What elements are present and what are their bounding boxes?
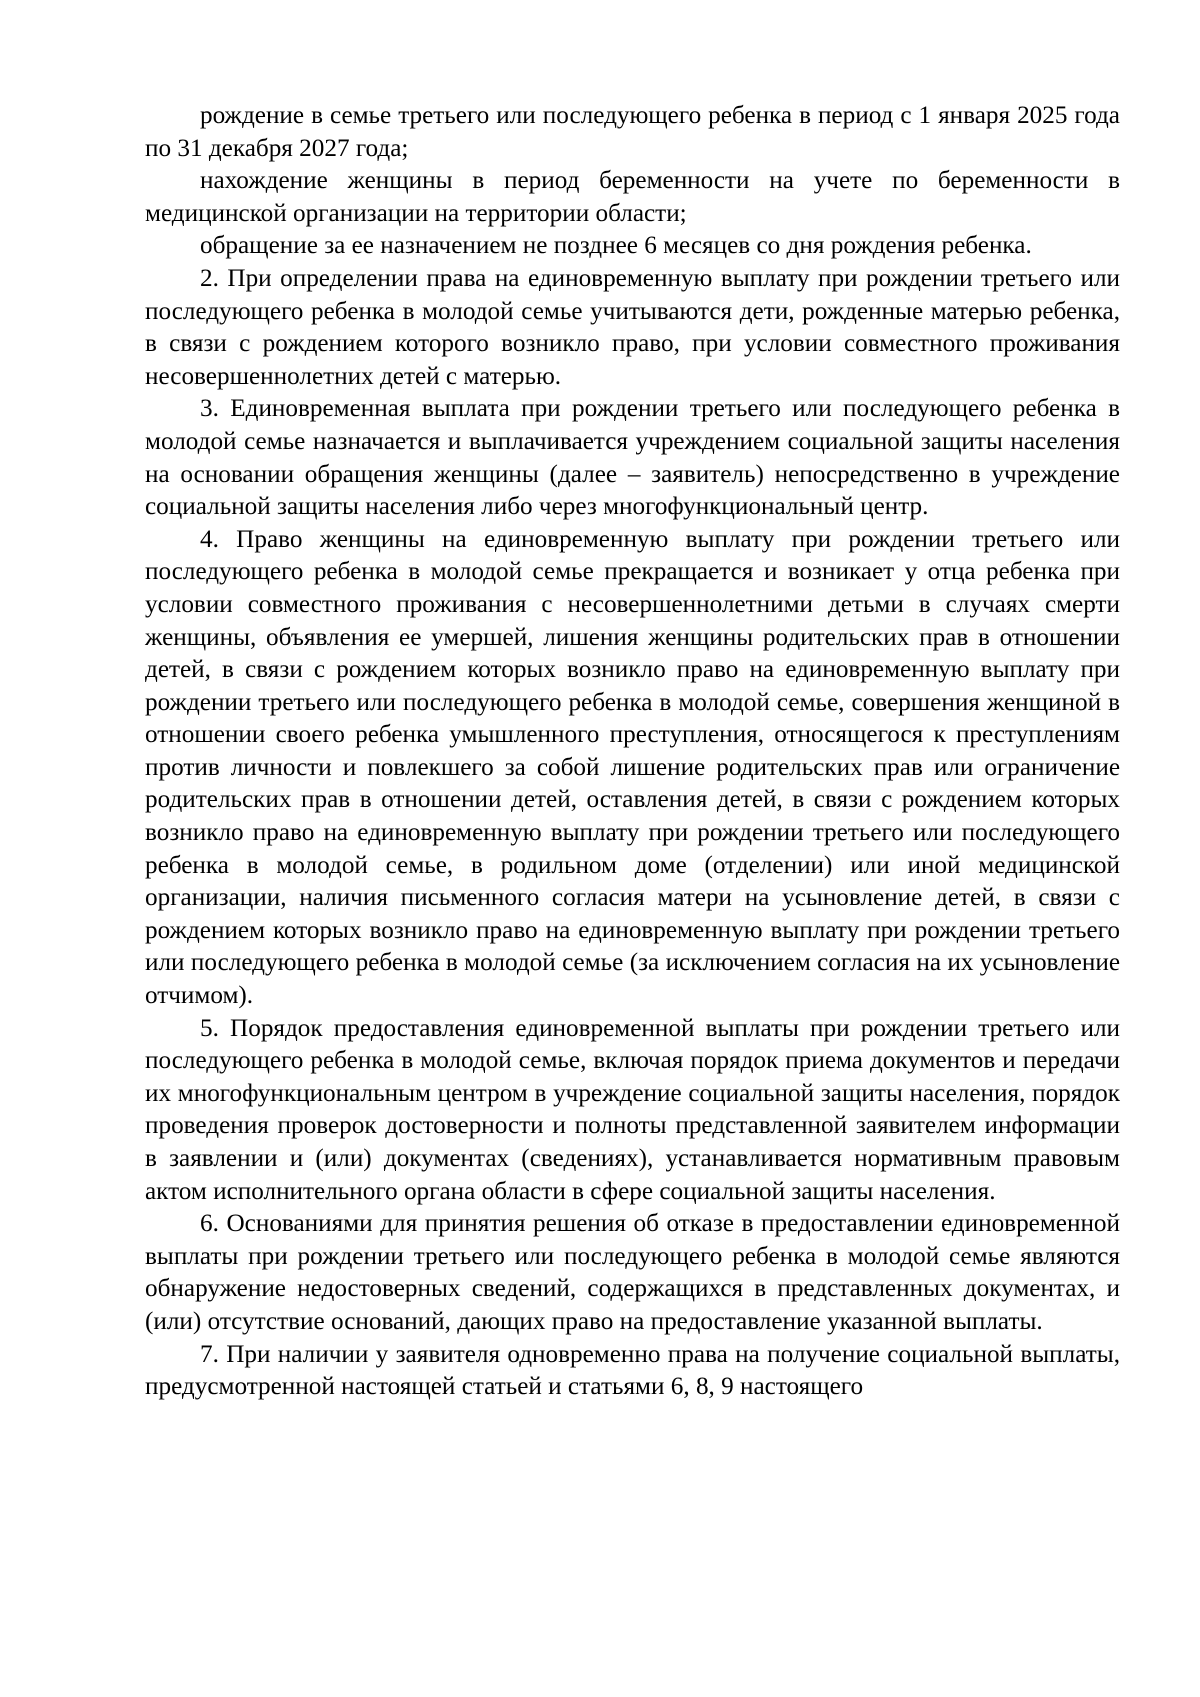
paragraph-condition-birth: рождение в семье третьего или последующего ребенка в период с 1 января 2025 года по 31 декабря 2027 года; (145, 102, 1120, 162)
paragraph-clause-5: 5. Порядок предоставления единовременной выплаты при рождении третьего или последующего ребенка в молодой семье, включая порядок приема документов и передачи их многофункциональным центром в учреждение социальной защиты населения, порядок проведения проверок достоверности и полноты представленной заявителем информации в заявлении и (или) документах (сведениях), устанавливается нормативным правовым актом исполнительного органа области в сфере социальной защиты населения. (145, 1014, 1120, 1205)
paragraph-clause-3: 3. Единовременная выплата при рождении третьего или последующего ребенка в молодой семье назначается и выплачивается учреждением социальной защиты населения на основании обращения женщины (далее – заявитель) непосредственно в учреждение социальной защиты населения либо через многофункциональный центр. (145, 395, 1120, 521)
document-body (145, 100, 1120, 1404)
paragraph-clause-7: 7. При наличии у заявителя одновременно права на получение социальной выплаты, предусмотренной настоящей статьей и статьями 6, 8, 9 настоящего (145, 1340, 1120, 1401)
paragraph-clause-4: 4. Право женщины на единовременную выплату при рождении третьего или последующего ребенка в молодой семье прекращается и возникает у отца ребенка при условии совместного проживания с несовершеннолетними детьми в случаях смерти женщины, объявления ее умершей, лишения женщины родительских прав в отношении детей, в связи с рождением которых возникло право на единовременную выплату при рождении третьего или последующего ребенка в молодой семье, совершения женщиной в отношении своего ребенка умышленного преступления, относящегося к преступлениям против личности и повлекшего за собой лишение родительских прав или ограничение родительских прав в отношении детей, оставления детей, в связи с рождением которых возникло право на единовременную выплату при рождении третьего или последующего ребенка в молодой семье, в родильном доме (отделении) или иной медицинской организации, наличия письменного согласия матери на усыновление детей, в связи с рождением которых возникло право на единовременную выплату при рождении третьего или последующего ребенка в молодой семье (за исключением согласия на их усыновление отчимом). (145, 525, 1120, 1010)
paragraph-condition-registration: нахождение женщины в период беременности на учете по беременности в медицинской организации на территории области; (145, 167, 1120, 227)
paragraph-clause-6: 6. Основаниями для принятия решения об отказе в предоставлении единовременной выплаты при рождении третьего или последующего ребенка в молодой семье являются обнаружение недостоверных сведений, содержащихся в представленных документах, и (или) отсутствие оснований, дающих право на предоставление указанной выплаты. (145, 1210, 1120, 1335)
paragraph-condition-application: обращение за ее назначением не позднее 6 месяцев со дня рождения ребенка. (200, 232, 1032, 260)
paragraph-clause-2: 2. При определении права на единовременную выплату при рождении третьего или последующего ребенка в молодой семье учитываются дети, рожденные матерью ребенка, в связи с рождением которого возникло право, при условии совместного проживания несовершеннолетних детей с матерью. (145, 264, 1120, 390)
